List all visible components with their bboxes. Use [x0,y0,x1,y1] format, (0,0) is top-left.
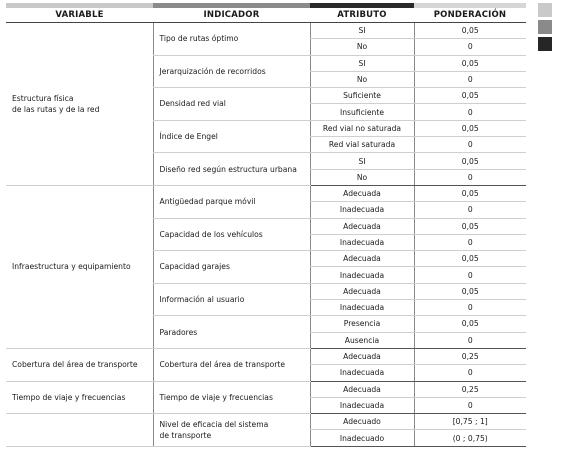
weight-cell: 0 [414,202,526,218]
weight-cell: 0 [414,169,526,185]
weight-cell: 0,05 [414,218,526,234]
attribute-cell: Inadecuada [310,300,414,316]
weight-cell: 0 [414,332,526,348]
legend-square-light [538,3,552,17]
weight-cell: 0,05 [414,316,526,332]
attribute-cell: Inadecuada [310,365,414,381]
attribute-cell: Adecuada [310,283,414,299]
table-row [6,414,526,430]
attribute-cell: Inadecuada [310,267,414,283]
indicator-label: Índice de Engel [159,132,218,142]
weight-cell: 0,05 [414,23,526,39]
indicator-label: Diseño red según estructura urbana [159,164,297,174]
indicator-label: Nivel de eficacia del sistema [159,419,269,429]
indicator-cell [153,251,310,284]
attribute-cell: Red vial saturada [310,137,414,153]
indicator-label: Antigüedad parque móvil [159,197,256,207]
indicator-cell [153,316,310,349]
attribute-cell: SI [310,55,414,71]
weight-cell: 0 [414,365,526,381]
indicator-label: Paradores [159,327,198,337]
weight-cell: 0,05 [414,88,526,104]
evaluation-table [6,8,526,447]
weight-cell: 0 [414,234,526,250]
indicator-cell [153,348,310,381]
attribute-cell: Adecuada [310,185,414,201]
weight-cell: 0 [414,71,526,87]
variable-label: Tiempo de viaje y frecuencias [12,392,126,402]
attribute-cell: Adecuada [310,218,414,234]
attribute-cell: Inadecuado [310,430,414,446]
legend-square-dark [538,37,552,51]
weight-cell: 0,05 [414,251,526,267]
attribute-cell: Adecuada [310,381,414,397]
header-indicador: INDICADOR [153,8,310,23]
table-row [6,348,526,364]
indicator-cell [153,185,310,218]
table-row [6,381,526,397]
variable-cell [6,348,153,381]
indicator-cell [153,414,310,447]
indicator-cell [153,88,310,121]
indicator-cell [153,23,310,56]
weight-cell: 0,05 [414,185,526,201]
attribute-cell: SI [310,153,414,169]
header-variable: VARIABLE [6,8,153,23]
attribute-cell: Ausencia [310,332,414,348]
indicator-cell [153,218,310,251]
attribute-cell: Suficiente [310,88,414,104]
attribute-cell: SI [310,23,414,39]
attribute-cell: No [310,169,414,185]
header-atributo: ATRIBUTO [310,8,414,23]
table-header [6,8,526,23]
indicator-label: Densidad red vial [159,99,226,109]
weight-cell: 0 [414,300,526,316]
indicator-cell [153,153,310,186]
weight-cell: 0,25 [414,348,526,364]
weight-cell: 0 [414,39,526,55]
attribute-cell: No [310,71,414,87]
indicator-label: de transporte [159,430,212,440]
table-row [6,185,526,201]
variable-cell [6,414,153,447]
variable-cell [6,23,153,186]
weight-cell: 0,25 [414,381,526,397]
indicator-cell [153,55,310,88]
variable-label: Cobertura del área de transporte [12,360,138,370]
indicator-label: Capacidad de los vehículos [159,229,263,239]
weight-cell: 0 [414,397,526,413]
indicator-label: Tipo de rutas óptimo [159,34,239,44]
table-row [6,23,526,39]
variable-label: Infraestructura y equipamiento [12,262,131,272]
variable-cell [6,381,153,414]
indicator-label: Capacidad garajes [159,262,230,272]
indicator-label: Tiempo de viaje y frecuencias [159,392,273,402]
weight-cell: 0,05 [414,153,526,169]
indicator-label: Cobertura del área de transporte [159,360,286,370]
attribute-cell: No [310,39,414,55]
indicator-cell [153,120,310,153]
legend-square-mid [538,20,552,34]
weight-cell: (0 ; 0,75) [414,430,526,446]
weight-cell: 0,05 [414,55,526,71]
weight-cell: 0 [414,267,526,283]
weight-cell: 0,05 [414,120,526,136]
attribute-cell: Adecuado [310,414,414,430]
indicator-label: Información al usuario [159,295,245,305]
attribute-cell: Inadecuada [310,397,414,413]
attribute-cell: Presencia [310,316,414,332]
attribute-cell: Adecuada [310,348,414,364]
weight-cell: [0,75 ; 1] [414,414,526,430]
table-body [6,23,526,447]
attribute-cell: Inadecuada [310,234,414,250]
attribute-cell: Adecuada [310,251,414,267]
attribute-cell: Red vial no saturada [310,120,414,136]
weight-cell: 0 [414,137,526,153]
weight-cell: 0,05 [414,283,526,299]
attribute-cell: Inadecuada [310,202,414,218]
indicator-cell [153,381,310,414]
variable-label: de las rutas y de la red [12,104,100,114]
header-ponderacion: PONDERACIÓN [414,8,526,23]
attribute-cell: Insuficiente [310,104,414,120]
weight-cell: 0 [414,104,526,120]
indicator-cell [153,283,310,316]
variable-label: Estructura física [12,93,74,103]
variable-cell [6,185,153,348]
indicator-label: Jerarquización de recorridos [159,66,266,76]
